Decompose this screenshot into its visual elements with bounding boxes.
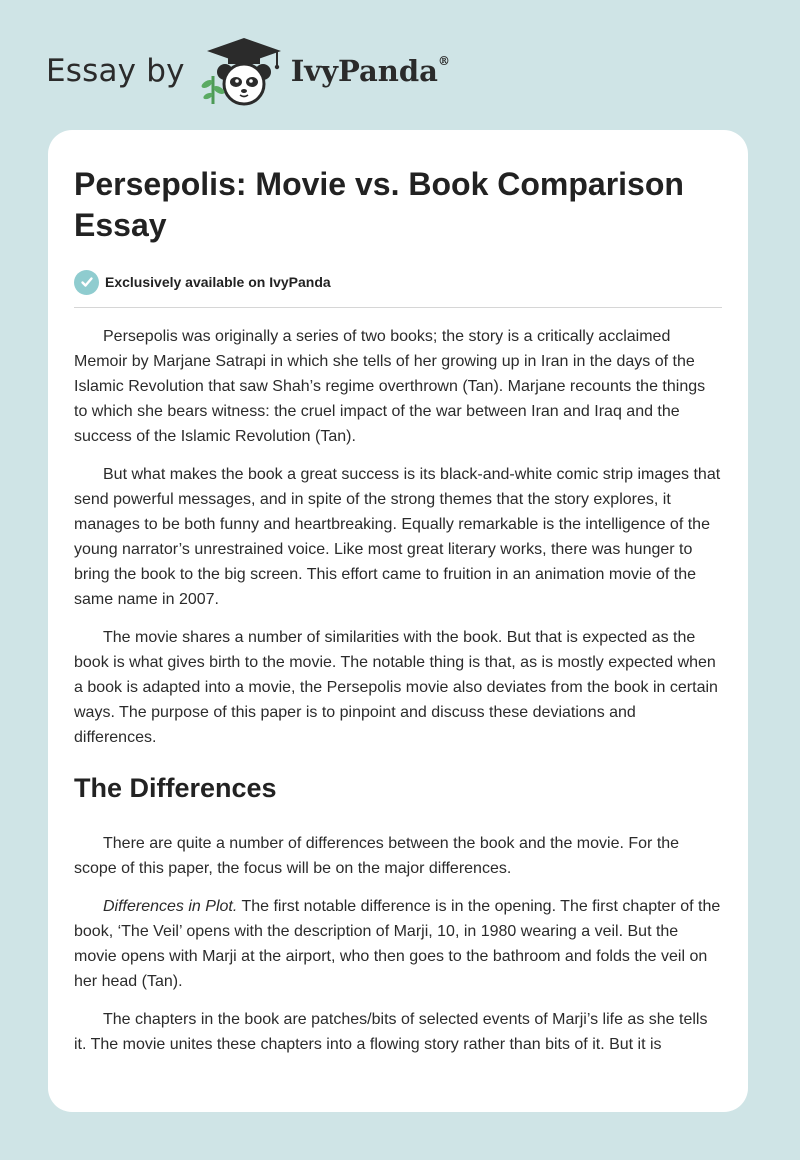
essay-by-label: Essay by (46, 52, 185, 89)
plot-text: The first notable difference is in the opening. The first chapter of the book, ‘The Veil’ opens with the description of Marji, 10, in 1980 wearing a veil. But the movie opens with Marji at the airport, who then goes to the bathroom and folds the veil on her head (Tan). (74, 898, 721, 990)
essay-title (74, 164, 722, 246)
site-header (46, 36, 450, 106)
essay-body (74, 308, 722, 1057)
essay-card (48, 130, 748, 1112)
paragraph: The chapters in the book are patches/bits of selected events of Marji’s life as she tells it. The movie unites these chapters into a flowing story rather than bits of it. But it is (74, 1011, 708, 1053)
paragraph: There are quite a number of differences between the book and the movie. For the scope of this paper, the focus will be on the major differences. (74, 835, 680, 877)
check-circle-icon (74, 270, 99, 295)
brand-name-text: IvyPanda (290, 53, 438, 88)
paragraph-plot (74, 894, 722, 994)
essay-title-line1: Persepolis: Movie vs. Book Comparison (74, 166, 684, 202)
registered-mark: ® (437, 53, 450, 68)
paragraph: The movie shares a number of similarities with the book. But that is expected as the book is what gives birth to the movie. The notable thing is that, as is mostly expected when a book is adapted into a movie, the Persepolis movie also deviates from the book in certain ways. The purpose of this paper is to pinpoint and discuss these deviations and differences. (74, 629, 718, 746)
section-heading: The Differences (74, 773, 277, 803)
paragraph: Persepolis was originally a series of two books; the story is a critically acclaimed Memoir by Marjane Satrapi in which she tells of her growing up in Iran in the days of the Islamic Revolution that saw Shah’s regime overthrown (Tan). Marjane recounts the things to which she bears witness: the cruel impact of the war between Iran and Iraq and the success of the Islamic Revolution (Tan). (74, 328, 706, 445)
essay-title-line2: Essay (74, 207, 167, 243)
exclusive-badge-text: Exclusively available on IvyPanda (105, 274, 331, 290)
exclusive-badge (74, 269, 722, 295)
panda-graduate-icon[interactable] (201, 36, 287, 106)
brand-name[interactable] (290, 53, 450, 88)
plot-label: Differences in Plot. (103, 898, 238, 915)
paragraph: But what makes the book a great success is its black-and-white comic strip images that send powerful messages, and in spite of the strong themes that the story explores, it manages to be both funny and heartbreaking. Equally remarkable is the intelligence of the young narrator’s unrestrained voice. Like most great literary works, there was hunger to bring the book to the big screen. This effort came to fruition in an animation movie of the same name in 2007. (74, 466, 721, 608)
